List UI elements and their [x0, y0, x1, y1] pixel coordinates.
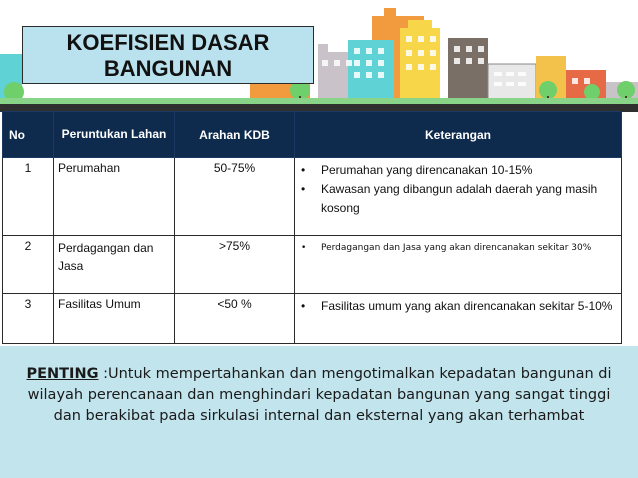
- header-arahan-kdb: Arahan KDB: [175, 112, 295, 158]
- cell-kdb: >75%: [175, 236, 295, 294]
- keterangan-list: [299, 161, 617, 218]
- cell-lahan: Perdagangan dan Jasa: [54, 236, 175, 294]
- title-line-2: BANGUNAN: [103, 56, 233, 81]
- list-item: • Kawasan yang dibangun adalah daerah yang masih kosong: [299, 180, 617, 218]
- important-note-panel: [0, 346, 638, 478]
- cell-keterangan: [295, 236, 622, 294]
- keterangan-list: [299, 239, 617, 258]
- table-header-row: [3, 112, 622, 158]
- title-line-1: KOEFISIEN DASAR: [66, 30, 270, 55]
- list-item: • Perdagangan dan Jasa yang akan direncanakan sekitar 30%: [299, 239, 617, 258]
- cell-keterangan: [295, 158, 622, 236]
- keterangan-list: [299, 297, 617, 316]
- cell-keterangan: [295, 294, 622, 344]
- table-row: [3, 236, 622, 294]
- cell-kdb: <50 %: [175, 294, 295, 344]
- cell-kdb: 50-75%: [175, 158, 295, 236]
- cell-no: 3: [3, 294, 54, 344]
- table-row: [3, 158, 622, 236]
- header-peruntukan-lahan: Peruntukan Lahan: [54, 112, 175, 158]
- table-row: [3, 294, 622, 344]
- list-item: • Perumahan yang direncanakan 10-15%: [299, 161, 617, 180]
- cell-lahan: Fasilitas Umum: [54, 294, 175, 344]
- important-label: PENTING: [26, 366, 99, 382]
- header-no: No: [3, 112, 54, 158]
- important-note: [14, 364, 624, 427]
- cell-no: 2: [3, 236, 54, 294]
- important-text: :Untuk mempertahankan dan mengotimalkan kepadatan bangunan di wilayah perencanaan dan menghindari kepadatan bangunan yang sangat tinggi dan berakibat pada sirkulasi internal dan eksternal yang akan terhambat: [27, 366, 612, 424]
- cell-no: 1: [3, 158, 54, 236]
- kdb-table: [2, 111, 622, 344]
- list-item: • Fasilitas umum yang akan direncanakan sekitar 5-10%: [299, 297, 617, 316]
- cell-lahan: Perumahan: [54, 158, 175, 236]
- header-keterangan: Keterangan: [295, 112, 622, 158]
- page-title: [22, 26, 314, 84]
